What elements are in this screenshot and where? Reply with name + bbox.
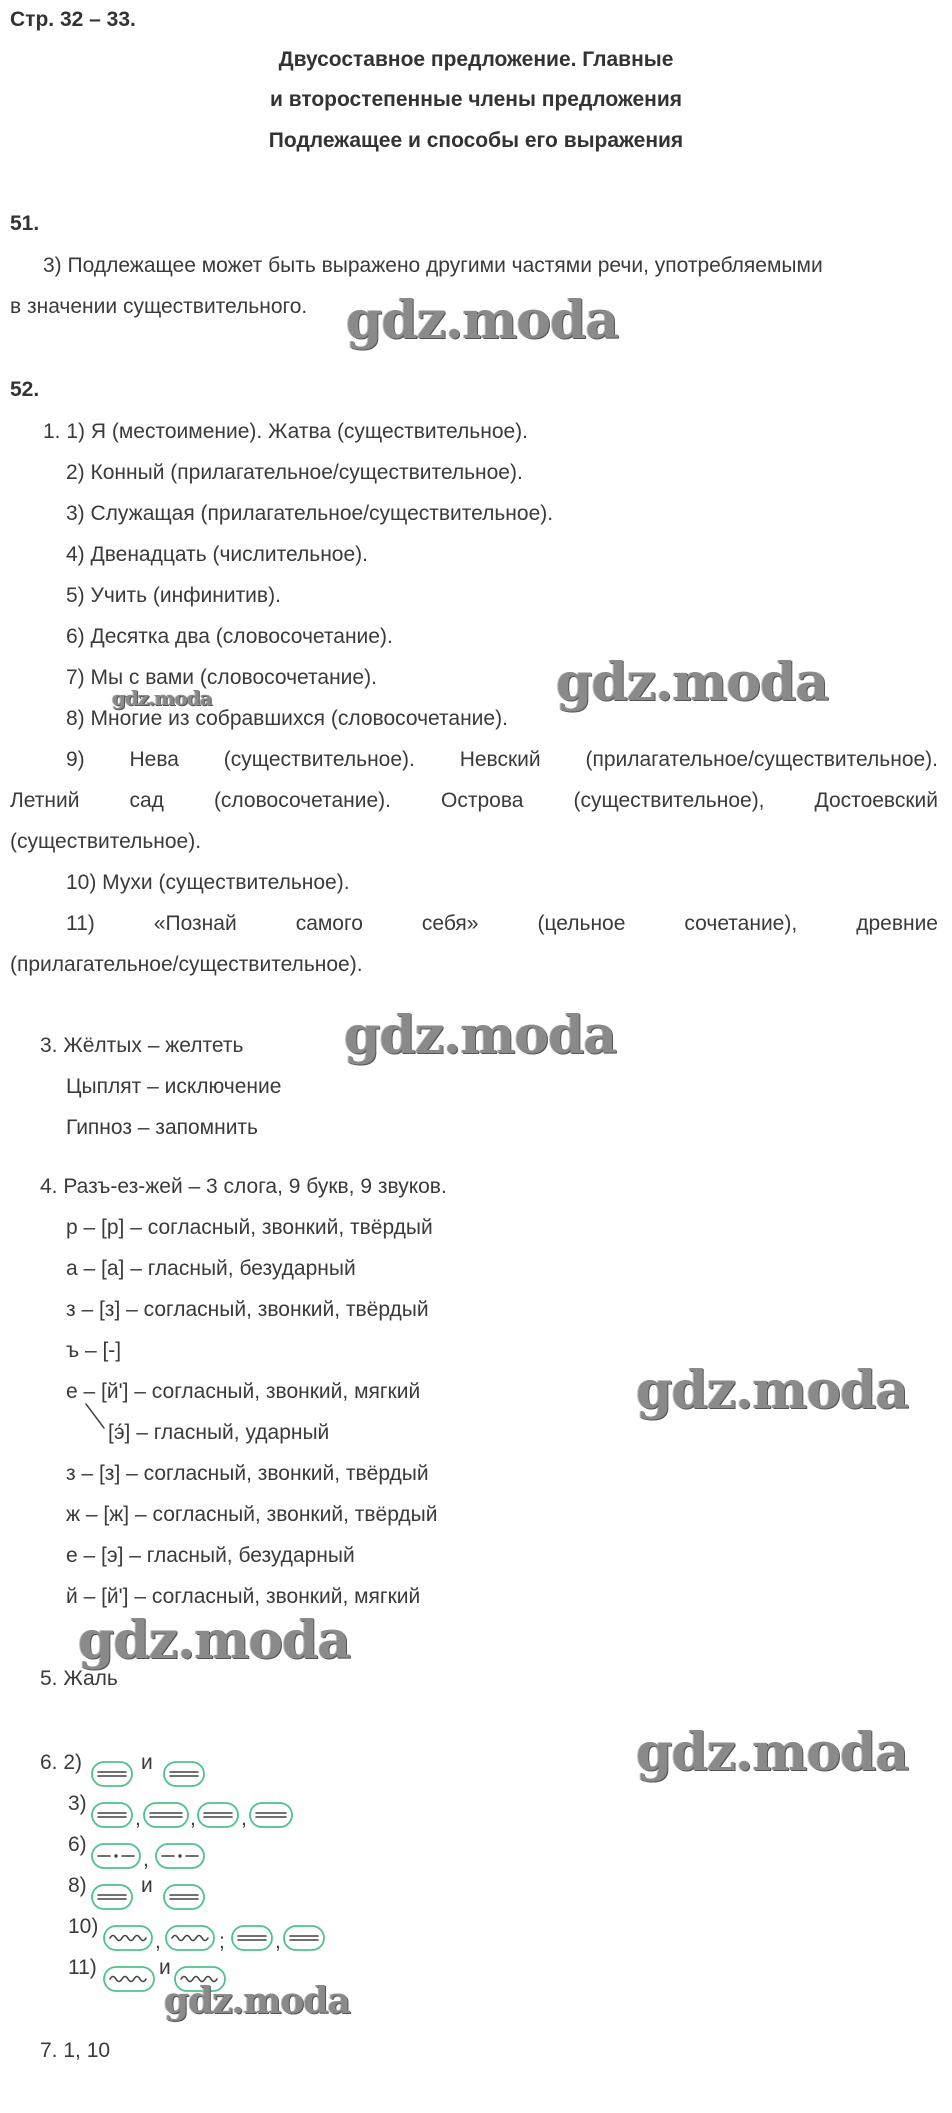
part4-sound-3: з – [з] – согласный, звонкий, твёрдый bbox=[66, 1298, 429, 1321]
watermark: gdz.moda bbox=[78, 1610, 351, 1671]
ex52-item-9-line1: 9) Нева (существительное). Невский (прилагательное/существительное). bbox=[66, 748, 938, 771]
ex52-item-11-line2: (прилагательное/существительное). bbox=[10, 953, 363, 976]
predicate-symbol bbox=[92, 1762, 132, 1786]
svg-text:,: , bbox=[155, 1930, 161, 1953]
part4-sound-7: ж – [ж] – согласный, звонкий, твёрдый bbox=[66, 1503, 438, 1526]
ex52-item-9-line3: (существительное). bbox=[10, 830, 202, 853]
page-reference: Стр. 32 – 33. bbox=[10, 8, 136, 31]
ex52-item-9-line2: Летний сад (словосочетание). Острова (существительное), Достоевский bbox=[10, 789, 938, 812]
adverbial-symbol bbox=[92, 1844, 140, 1868]
part6-row4-label: 8) bbox=[68, 1874, 87, 1897]
part4-sound-4: ъ – [-] bbox=[66, 1339, 122, 1362]
part6-row1-label: 6. 2) bbox=[40, 1751, 83, 1774]
predicate-symbol bbox=[164, 1762, 204, 1786]
predicate-symbol bbox=[92, 1803, 132, 1827]
predicate-symbol bbox=[284, 1926, 324, 1950]
svg-text:,: , bbox=[190, 1807, 196, 1830]
predicate-symbol bbox=[92, 1885, 132, 1909]
ex52-item-2: 2) Конный (прилагательное/существительное). bbox=[66, 461, 523, 484]
ex52-item-6: 6) Десятка два (словосочетание). bbox=[66, 625, 393, 648]
sound-branch-line bbox=[86, 1404, 104, 1428]
exercise-51-number: 51. bbox=[10, 212, 40, 235]
ex52-item-10: 10) Мухи (существительное). bbox=[66, 871, 350, 894]
part4-sound-8: е – [э] – гласный, безударный bbox=[66, 1544, 355, 1567]
adverbial-symbol bbox=[156, 1844, 204, 1868]
part5-text: 5. Жаль bbox=[40, 1667, 118, 1690]
title-line-2: и второстепенные члены предложения bbox=[269, 88, 683, 111]
part6-row4-and: и bbox=[141, 1874, 153, 1897]
part3-line1: 3. Жёлтых – желтеть bbox=[40, 1034, 244, 1057]
ex52-item-11-line1: 11) «Познай самого себя» (цельное сочетание), древние bbox=[66, 912, 938, 935]
predicate-symbol bbox=[144, 1803, 188, 1827]
watermark: gdz.moda bbox=[556, 652, 829, 713]
attribute-symbol bbox=[104, 1967, 154, 1991]
watermark: gdz.moda bbox=[346, 290, 619, 351]
part6-row1-and: и bbox=[141, 1751, 153, 1774]
part6-row5-label: 10) bbox=[68, 1915, 99, 1938]
exercise-51-text-line1: 3) Подлежащее может быть выражено другими частями речи, употребляемыми bbox=[43, 254, 823, 277]
part7-text: 7. 1, 10 bbox=[40, 2039, 111, 2062]
predicate-symbol bbox=[164, 1885, 204, 1909]
part3-line2: Цыплят – исключение bbox=[66, 1075, 282, 1098]
predicate-symbol bbox=[232, 1926, 272, 1950]
svg-text:,: , bbox=[275, 1930, 281, 1953]
part4-sound-1: р – [р] – согласный, звонкий, твёрдый bbox=[66, 1216, 433, 1239]
title-line-3: Подлежащее и способы его выражения bbox=[268, 129, 684, 152]
watermark: gdz.moda bbox=[112, 686, 212, 710]
exercise-51-text-line2: в значении существительного. bbox=[10, 295, 308, 318]
part4-sound-9: й – [й'] – согласный, звонкий, мягкий bbox=[66, 1585, 421, 1608]
part6-row2-label: 3) bbox=[68, 1792, 87, 1815]
part3-line3: Гипноз – запомнить bbox=[66, 1116, 258, 1139]
ex52-item-3: 3) Служащая (прилагательное/существительное). bbox=[66, 502, 554, 525]
predicate-symbol bbox=[198, 1803, 238, 1827]
predicate-symbol bbox=[250, 1803, 292, 1827]
watermark: gdz.moda bbox=[344, 1005, 617, 1066]
svg-text:;: ; bbox=[219, 1930, 225, 1953]
part6-row6-and: и bbox=[159, 1956, 171, 1979]
attribute-symbol bbox=[104, 1926, 152, 1950]
svg-text:,: , bbox=[143, 1848, 149, 1871]
attribute-symbol bbox=[166, 1926, 214, 1950]
watermark: gdz.moda bbox=[636, 1722, 909, 1783]
part6-row3-label: 6) bbox=[68, 1833, 87, 1856]
ex52-item-7: 7) Мы с вами (словосочетание). bbox=[66, 666, 377, 689]
part4-sound-5b: [э́] – гласный, ударный bbox=[108, 1421, 330, 1444]
ex52-item-1: 1. 1) Я (местоимение). Жатва (существительное). bbox=[43, 420, 528, 443]
svg-text:,: , bbox=[135, 1807, 141, 1830]
ex52-item-8: 8) Многие из собравшихся (словосочетание). bbox=[66, 707, 508, 730]
ex52-item-4: 4) Двенадцать (числительное). bbox=[66, 543, 368, 566]
part4-sound-2: а – [а] – гласный, безударный bbox=[66, 1257, 356, 1280]
part4-sound-6: з – [з] – согласный, звонкий, твёрдый bbox=[66, 1462, 429, 1485]
exercise-52-number: 52. bbox=[10, 378, 40, 401]
part6-row6-label: 11) bbox=[68, 1956, 97, 1979]
svg-text:,: , bbox=[241, 1807, 247, 1830]
ex52-item-5: 5) Учить (инфинитив). bbox=[66, 584, 281, 607]
title-line-1: Двусоставное предложение. Главные bbox=[278, 48, 674, 71]
watermark: gdz.moda bbox=[636, 1360, 909, 1421]
part4-heading: 4. Разъ-ез-жей – 3 слога, 9 букв, 9 звуков. bbox=[40, 1175, 447, 1198]
part4-sound-5: е – [й'] – согласный, звонкий, мягкий bbox=[66, 1380, 421, 1403]
watermark: gdz.moda bbox=[164, 1980, 350, 2022]
